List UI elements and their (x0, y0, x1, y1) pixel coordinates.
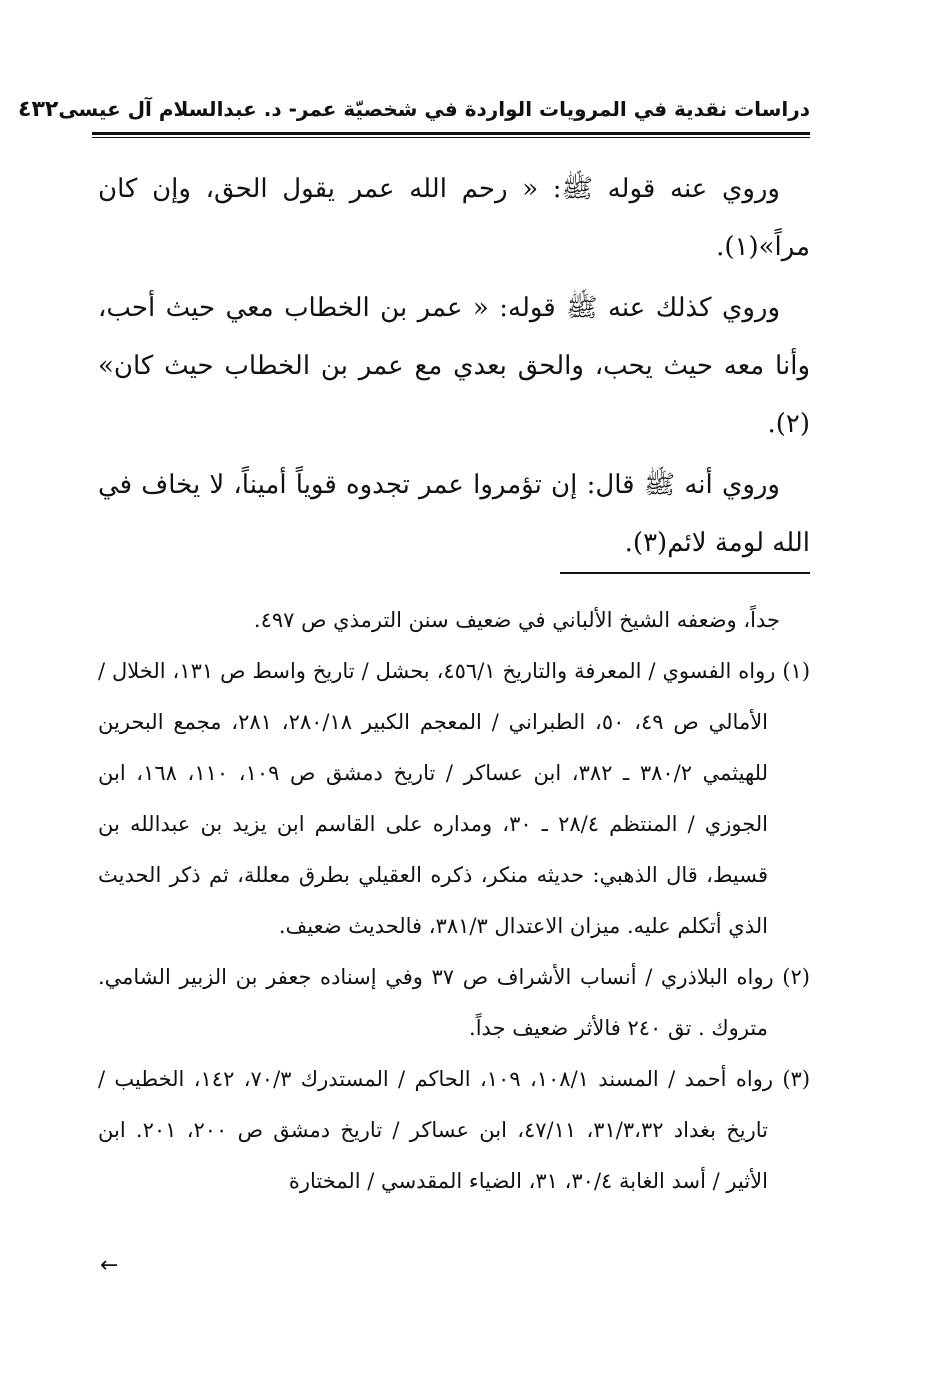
footnote-separator (560, 572, 810, 574)
body-paragraph: وروي عنه قوله ﷺ: « رحم الله عمر يقول الحق، وإن كان مراً»(١). (98, 174, 810, 262)
body-paragraph: وروي كذلك عنه ﷺ قوله: « عمر بن الخطاب معي حيث أحب، وأنا معه حيث يحب، والحق بعدي مع عمر بن الخطاب حيث كان» (٢). (98, 293, 810, 439)
footnote-3: (٣) رواه أحمد / المسند ١٠٨/١، ١٠٩، الحاكم / المستدرك ٧٠/٣، ١٤٢، الخطيب / تاريخ بغداد ٣١/٣،٣٢، ٤٧/١١، ابن عساكر / تاريخ دمشق ص ٢٠٠، ٢٠١. ابن الأثير / أسد الغابة ٣٠/٤، ٣١، الضياء المقدسي / المختارة (98, 1067, 811, 1193)
footnote-1: (١) رواه الفسوي / المعرفة والتاريخ ٤٥٦/١، بحشل / تاريخ واسط ص ١٣١، الخلال / الأمالي ص ٤٩، ٥٠، الطبراني / المعجم الكبير ٢٨٠/١٨، ٢٨١، مجمع البحرين للهيثمي ٣٨٠/٢ ـ ٣٨٢، ابن عساكر / تاريخ دمشق ص ١٠٩، ١١٠، ١٦٨، ابن الجوزي / المنتظم ٢٨/٤ ـ ٣٠، ومداره على القاسم ابن يزيد بن عبدالله بن قسيط، قال الذهبي: حديثه منكر، ذكره العقيلي بطرق معللة، ثم ذكر الحديث الذي أتكلم عليه. ميزان الاعتدال ٣٨١/٣، فالحديث ضعيف. (98, 659, 811, 938)
running-header (18, 92, 810, 126)
next-page-arrow-icon: ← (100, 1253, 119, 1278)
running-header-title: دراسات نقدية في المرويات الواردة في شخصيّة عمر- د. عبدالسلام آل عيسى (58, 97, 810, 121)
page-number: ٤٣٢ (18, 96, 59, 122)
header-rule-thin (92, 137, 810, 138)
main-text (98, 160, 810, 575)
body-paragraph: وروي أنه ﷺ قال: إن تؤمروا عمر تجدوه قوياً أميناً، لا يخاف في الله لومة لائم(٣). (98, 470, 810, 558)
header-rule (92, 132, 810, 135)
footnote-continuation: جداً، وضعفه الشيخ الألباني في ضعيف سنن الترمذي ص ٤٩٧. (253, 608, 780, 632)
footnote-2: (٢) رواه البلاذري / أنساب الأشراف ص ٣٧ وفي إسناده جعفر بن الزبير الشامي. متروك . تق ٢٤٠ فالأثر ضعيف جداً. (98, 965, 810, 1040)
footnotes (98, 595, 810, 1207)
